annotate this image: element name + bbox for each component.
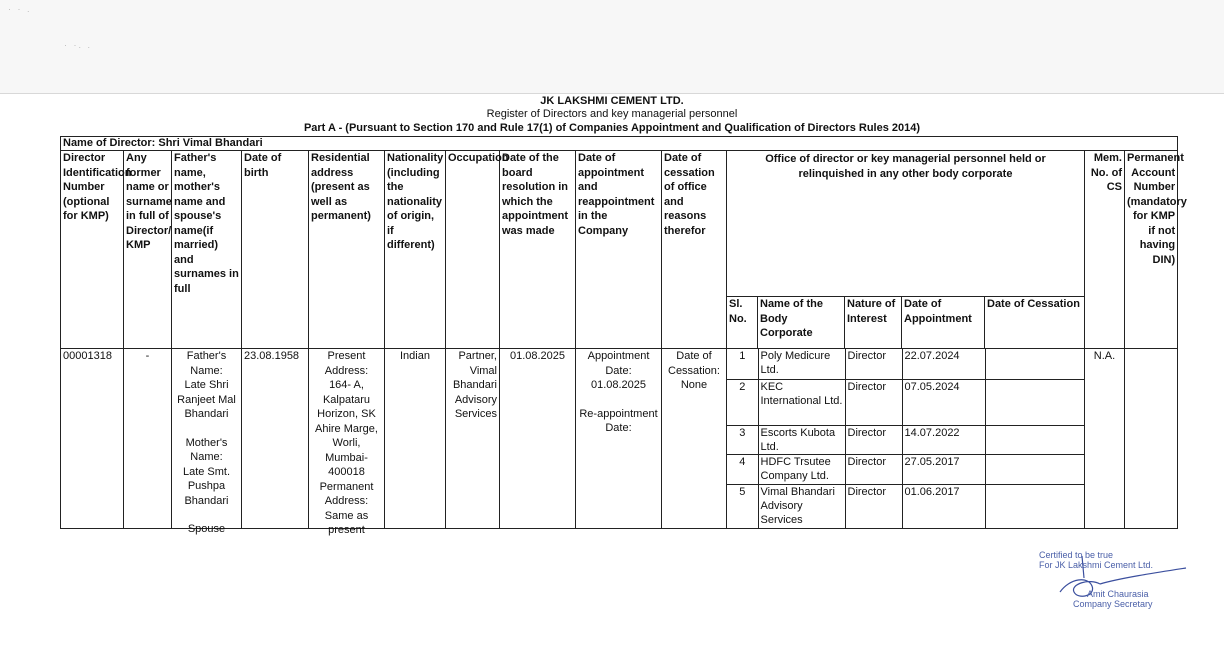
- cell-nationality: [385, 349, 446, 529]
- header-membership-number: Mem. No. of CS: [1085, 151, 1125, 349]
- cell-former-name: [124, 349, 172, 529]
- reappointment-label: Re-appointment Date:: [579, 407, 658, 434]
- body-row: [727, 379, 1085, 425]
- subheader-nature-of-interest: Nature of Interest: [845, 297, 902, 349]
- board-date-value: 01.08.2025: [509, 350, 566, 362]
- body-sl: 4: [727, 454, 758, 484]
- subheader-body-corporate: Name of the Body Corporate: [758, 297, 845, 349]
- subheader-date-of-appointment: Date of Appointment: [902, 297, 985, 349]
- body-name: Vimal Bhandari Advisory Services: [758, 484, 845, 528]
- header-former-name: Any former name or surname in full of Director/ KMP: [124, 151, 172, 349]
- body-sl: 3: [727, 425, 758, 454]
- scan-speck: · · .: [8, 4, 32, 14]
- header-address: Residential address (present as well as permanent): [309, 151, 385, 349]
- body-cessation-date: [985, 379, 1085, 425]
- certification-stamp: [1030, 548, 1190, 618]
- body-row: [727, 484, 1085, 528]
- header-board-resolution-date: Date of the board resolution in which the appointment was made: [500, 151, 576, 349]
- scan-speck: · ·. .: [64, 40, 92, 50]
- stamp-company-line: For JK Lakshmi Cement Ltd.: [1039, 560, 1154, 570]
- scan-edge-line: [0, 93, 1224, 94]
- father-label: Father's Name:: [186, 350, 227, 377]
- mother-label: Mother's Name:: [185, 436, 228, 463]
- membership-value: N.A.: [1093, 350, 1116, 362]
- body-nature: Director: [845, 379, 902, 425]
- director-name: Name of Director: Shri Vimal Bhandari: [61, 137, 1178, 151]
- header-appointment-date: Date of appointment and reappointment in the Company: [576, 151, 662, 349]
- body-nature: Director: [845, 454, 902, 484]
- register-table: [60, 136, 1187, 536]
- present-address-label: Present Address:: [324, 350, 369, 377]
- body-row: [727, 425, 1085, 454]
- occupation-value: Partner, Vimal Bhandari Advisory Services: [452, 350, 497, 420]
- body-cessation-date: [985, 484, 1085, 528]
- body-nature: Director: [845, 349, 902, 379]
- body-row: [727, 349, 1085, 379]
- director-data-row: [61, 349, 1178, 529]
- appointment-label: Appointment Date:: [587, 350, 650, 377]
- body-sl: 5: [727, 484, 758, 528]
- stamp-designation: Company Secretary: [1073, 599, 1153, 609]
- dob-value: 23.08.1958: [244, 350, 300, 362]
- present-address-value: 164- A, Kalpataru Horizon, SK Ahire Marge, Worli, Mumbai-400018: [315, 379, 378, 478]
- header-pan: Permanent Account Number (mandatory for KMP if not having DIN): [1125, 151, 1178, 349]
- body-appointment-date: 14.07.2022: [902, 425, 985, 454]
- header-date-of-birth: Date of birth: [242, 151, 309, 349]
- header-cessation-date: Date of cessation of office and reasons therefor: [662, 151, 727, 349]
- register-title: Register of Directors and key managerial personnel: [486, 108, 738, 120]
- body-row: [727, 454, 1085, 484]
- company-name: JK LAKSHMI CEMENT LTD.: [540, 95, 684, 107]
- nationality-value: Indian: [400, 350, 430, 362]
- header-row: [61, 151, 1178, 297]
- cell-cessation: [662, 349, 727, 529]
- body-sl: 2: [727, 379, 758, 425]
- body-appointment-date: 27.05.2017: [902, 454, 985, 484]
- din-value: 00001318: [63, 350, 112, 362]
- stamp-certified-line: Certified to be true: [1039, 550, 1114, 560]
- spouse-label: Spouse: [187, 523, 226, 535]
- stamp-signatory-name: Amit Chaurasia: [1087, 589, 1149, 599]
- cessation-value: None: [680, 379, 708, 391]
- cell-address: [309, 349, 385, 536]
- father-name: Late Shri Ranjeet Mal Bhandari: [177, 379, 236, 420]
- body-cessation-date: [985, 349, 1085, 379]
- body-cessation-date: [985, 454, 1085, 484]
- cell-din: [61, 349, 124, 529]
- scan-top-band: [0, 0, 1224, 93]
- body-nature: Director: [845, 425, 902, 454]
- body-appointment-date: 07.05.2024: [902, 379, 985, 425]
- cell-occupation: [446, 349, 500, 529]
- appointment-date: 01.08.2025: [590, 379, 647, 391]
- permanent-address-label: Permanent Address:: [319, 480, 374, 507]
- header-family-names: Father's name, mother's name and spouse's name(if married) and surnames in full: [172, 151, 242, 349]
- header-other-body-office: Office of director or key managerial personnel held or relinquished in any other body corporate: [727, 151, 1085, 297]
- other-bodies-table: [727, 349, 1085, 528]
- body-name: Escorts Kubota Ltd.: [758, 425, 845, 454]
- director-name-row: [61, 137, 1178, 151]
- body-cessation-date: [985, 425, 1085, 454]
- former-name-value: -: [145, 350, 150, 362]
- cell-membership-number: [1085, 349, 1125, 529]
- header-occupation: Occupation: [446, 151, 500, 349]
- subheader-date-of-cessation: Date of Cessation: [985, 297, 1085, 349]
- cell-appointment: [576, 349, 662, 529]
- body-appointment-date: 01.06.2017: [902, 484, 985, 528]
- part-heading: Part A - (Pursuant to Section 170 and Rule 17(1) of Companies Appointment and Qualification of Directors Rules 2014): [303, 122, 921, 134]
- body-sl: 1: [727, 349, 758, 379]
- header-nationality: Nationality (including the nationality of origin, if different): [385, 151, 446, 349]
- body-nature: Director: [845, 484, 902, 528]
- body-name: HDFC Trsutee Company Ltd.: [758, 454, 845, 484]
- cessation-label: Date of Cessation:: [668, 350, 720, 377]
- permanent-address-value: Same as present: [324, 509, 369, 536]
- cell-other-bodies: [727, 349, 1085, 529]
- mother-name: Late Smt. Pushpa Bhandari: [182, 465, 231, 507]
- subheader-sl-no: Sl. No.: [727, 297, 758, 349]
- header-din: Director Identification Number (optional for KMP): [61, 151, 124, 349]
- cell-board-resolution-date: [500, 349, 576, 529]
- body-appointment-date: 22.07.2024: [902, 349, 985, 379]
- cell-family-names: [172, 349, 242, 535]
- body-name: KEC International Ltd.: [758, 379, 845, 425]
- cell-pan: [1125, 349, 1178, 529]
- body-name: Poly Medicure Ltd.: [758, 349, 845, 379]
- cell-date-of-birth: [242, 349, 309, 529]
